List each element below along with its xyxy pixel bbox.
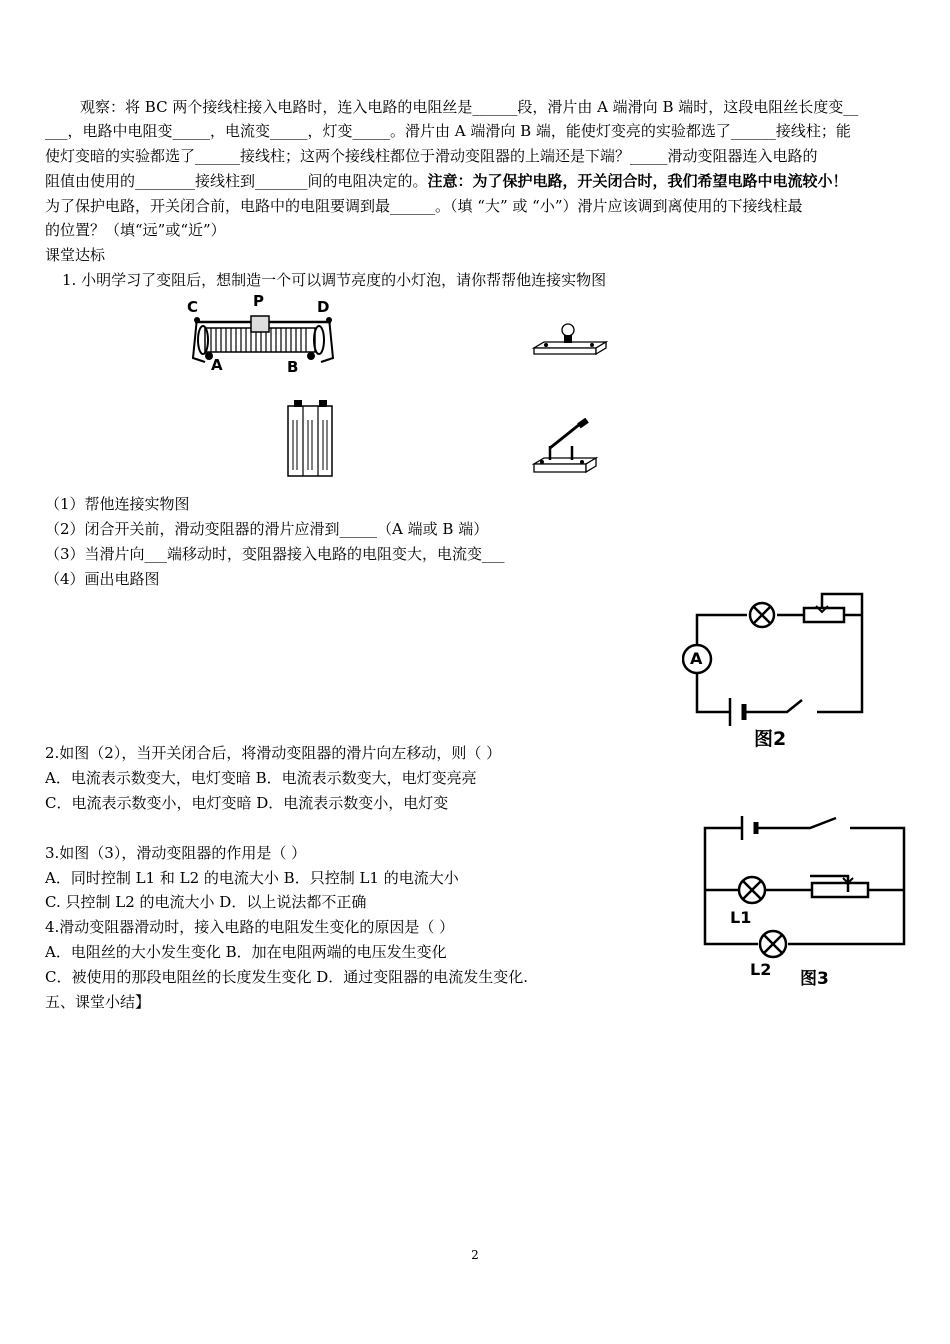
q1-sub3: （3）当滑片向___端移动时，变阻器接入电路的电阻变大，电流变___: [45, 545, 505, 563]
observe-line-3: 使灯变暗的实验都选了______接线柱；这两个接线柱都位于滑动变阻器的上端还是下端？_____滑动变阻器连入电路的: [45, 147, 818, 165]
rheostat-label-d: D: [317, 298, 330, 316]
figure-3-caption: 图3: [800, 969, 829, 989]
circuit-figure-2: [682, 588, 882, 758]
q4-options-cd: C．被使用的那段电阻丝的长度发生变化 D．通过变阻器的电流发生变化.: [45, 968, 529, 986]
rheostat-label-a: A: [211, 356, 223, 374]
observe-line-2: ___，电路中电阻变_____，电流变_____，灯变_____。滑片由 A 端滑向 B 端，能使灯变亮的实验都选了______接线柱；能: [45, 122, 851, 140]
rheostat-label-p: P: [253, 292, 264, 310]
observe-line-5: 为了保护电路，开关闭合前，电路中的电阻要调到最______。（填 “大” 或 “小”）滑片应该调到离使用的下接线柱最: [45, 197, 803, 215]
q3-options-ab: A．同时控制 L1 和 L2 的电流大小 B．只控制 L1 的电流大小: [45, 869, 459, 887]
battery-figure: [286, 398, 338, 480]
observe-note: 注意：为了保护电路，开关闭合时，我们希望电路中电流较小！: [427, 172, 848, 190]
q2-options-ab: A．电流表示数变大，电灯变暗 B．电流表示数变大，电灯变亮亮: [45, 769, 477, 787]
ammeter-label: A: [690, 649, 703, 668]
q3-options-cd: C. 只控制 L2 的电流大小 D．以上说法都不正确: [45, 893, 367, 911]
q1-sub1: （1）帮他连接实物图: [45, 495, 190, 513]
observe-line-4: [45, 171, 848, 191]
observe-line-4-text: 阻值由使用的________接线柱到_______间的电阻决定的。: [45, 172, 428, 190]
q4-options-ab: A．电阻丝的大小发生变化 B．加在电阻两端的电压发生变化: [45, 943, 447, 961]
rheostat-label-c: C: [187, 298, 199, 316]
observe-line-6: 的位置？（填“远”或“近”）: [45, 221, 226, 239]
bulb-holder-figure: [530, 320, 610, 362]
q3-stem: 3.如图（3），滑动变阻器的作用是（ ）: [45, 844, 307, 862]
q1-stem: 1. 小明学习了变阻后，想制造一个可以调节亮度的小灯泡，请你帮帮他连接实物图: [62, 271, 607, 289]
switch-figure: [530, 418, 600, 480]
q1-sub4: （4）画出电路图: [45, 570, 160, 588]
q2-stem: 2.如图（2），当开关闭合后，将滑动变阻器的滑片向左移动，则（ ）: [45, 744, 502, 762]
figure-2-caption: 图2: [754, 728, 787, 750]
circuit-figure-3: [700, 810, 910, 990]
class-summary-heading: 五、课堂小结】: [45, 993, 151, 1011]
q4-stem: 4.滑动变阻器滑动时，接入电路的电阻发生变化的原因是（ ）: [45, 918, 455, 936]
observe-line-1: 观察：将 BC 两个接线柱接入电路时，连入电路的电阻丝是______段，滑片由 A 端滑向 B 端时，这段电阻丝长度变__: [80, 98, 859, 116]
rheostat-label-b: B: [287, 358, 299, 376]
q2-options-cd: C．电流表示数变小，电灯变暗 D．电流表示数变小，电灯变: [45, 794, 449, 812]
q1-sub2: （2）闭合开关前，滑动变阻器的滑片应滑到_____（A 端或 B 端）: [45, 520, 489, 538]
rheostat-figure: [183, 292, 343, 376]
section-title: 课堂达标: [45, 246, 106, 264]
figure-3-label-l1: L1: [730, 908, 752, 927]
figure-3-label-l2: L2: [750, 960, 772, 979]
page-number: 2: [471, 1248, 479, 1262]
